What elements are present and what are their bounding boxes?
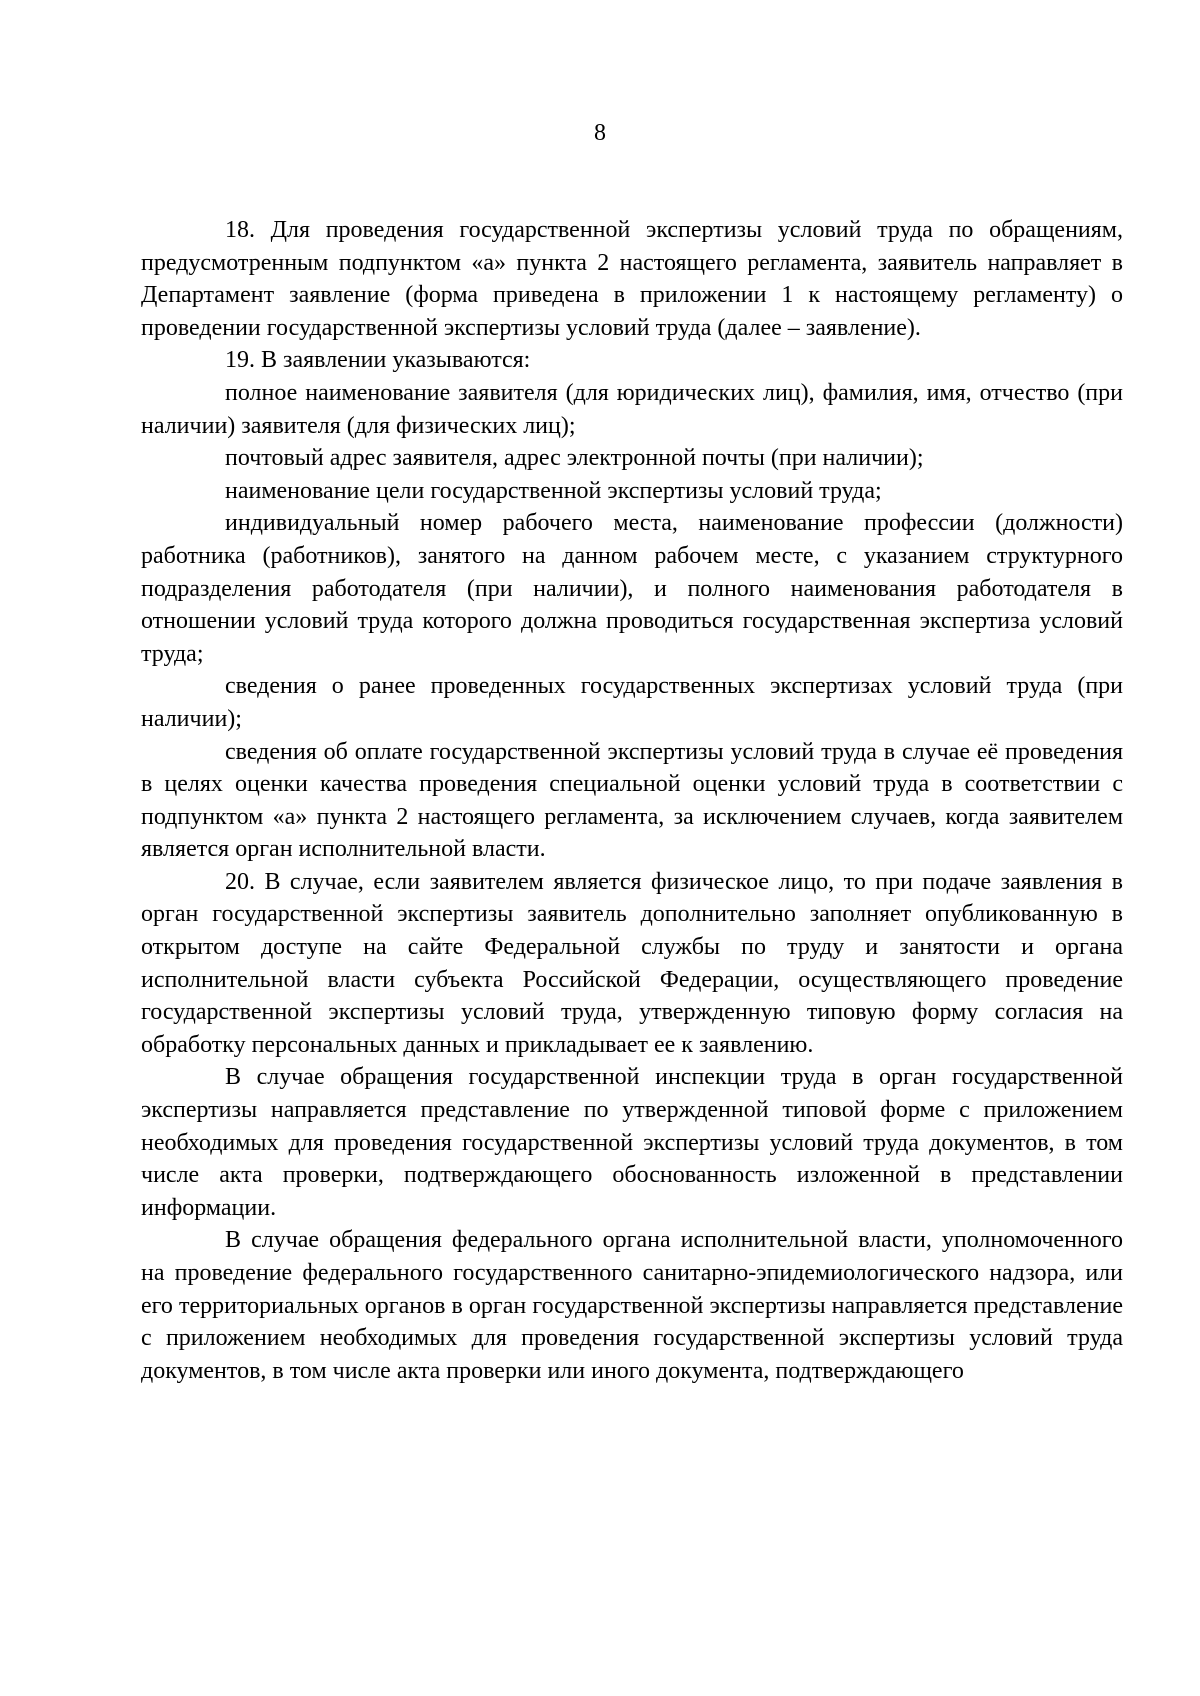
paragraph-labor-inspection: В случае обращения государственной инспекции труда в орган государственной экспертизы направляется представление по утвержденной типовой форме с приложением необходимых для проведения государственной экспертизы условий труда документов, в том числе акта проверки, подтверждающего обоснованность изложенной в представлении информации. xyxy=(141,1064,1123,1221)
paragraph-20: 20. В случае, если заявителем является физическое лицо, то при подаче заявления в орган государственной экспертизы заявитель дополнительно заполняет опубликованную в открытом доступе на сайте Федеральной службы по труду и занятости и органа исполнительной власти субъекта Российской Федерации, осуществляющего проведение государственной экспертизы условий труда, утвержденную типовую форму согласия на обработку персональных данных и прикладывает ее к заявлению. xyxy=(141,868,1123,1058)
list-item-previous-expertise: сведения о ранее проведенных государственных экспертизах условий труда (при наличии); xyxy=(141,673,1123,732)
list-item-applicant-name: полное наименование заявителя (для юридических лиц), фамилия, имя, отчество (при наличии) заявителя (для физических лиц); xyxy=(141,379,1123,439)
paragraph-sanitary-supervision: В случае обращения федерального органа исполнительной власти, уполномоченного на проведение федерального государственного санитарно-эпидемиологического надзора, или его территориальных органов в орган государственной экспертизы направляется представление с приложением необходимых для проведения государственной экспертизы условий труда документов, в том числе акта проверки или иного документа, подтверждающего xyxy=(141,1227,1123,1384)
document-body xyxy=(141,214,1123,1387)
paragraph-19-heading: 19. В заявлении указываются: xyxy=(225,347,531,374)
list-item-payment-info: сведения об оплате государственной экспертизы условий труда в случае её проведения в целях оценки качества проведения специальной оценки условий труда в соответствии с подпунктом «а» пункта 2 настоящего регламента, за исключением случаев, когда заявителем является орган исполнительной власти. xyxy=(141,738,1123,863)
paragraph-18: 18. Для проведения государственной экспертизы условий труда по обращениям, предусмотренным подпунктом «а» пункта 2 настоящего регламента, заявитель направляет в Департамент заявление (форма приведена в приложении 1 к настоящему регламенту) о проведении государственной экспертизы условий труда (далее – заявление). xyxy=(141,217,1123,341)
page-number: 8 xyxy=(594,120,606,146)
list-item-expertise-goal: наименование цели государственной экспертизы условий труда; xyxy=(225,477,882,504)
list-item-postal-address: почтовый адрес заявителя, адрес электронной почты (при наличии); xyxy=(225,445,924,472)
list-item-workplace-number: индивидуальный номер рабочего места, наименование профессии (должности) работника (работников), занятого на данном рабочем месте, с указанием структурного подразделения работодателя (при наличии), и полного наименования работодателя в отношении условий труда которого должна проводиться государственная экспертиза условий труда; xyxy=(141,510,1123,667)
